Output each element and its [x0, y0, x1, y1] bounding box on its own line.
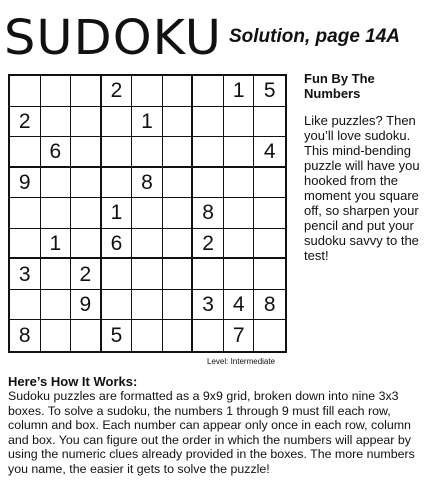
sudoku-empty-cell[interactable]	[102, 290, 133, 321]
sudoku-empty-cell[interactable]	[224, 168, 255, 199]
difficulty-level: Level: Intermediate	[207, 357, 276, 366]
sudoku-given-cell: 8	[132, 168, 163, 199]
sudoku-empty-cell[interactable]	[132, 290, 163, 321]
sudoku-empty-cell[interactable]	[163, 168, 194, 199]
sudoku-empty-cell[interactable]	[10, 290, 41, 321]
sudoku-empty-cell[interactable]	[254, 229, 285, 260]
sudoku-empty-cell[interactable]	[193, 320, 224, 351]
sudoku-empty-cell[interactable]	[163, 290, 194, 321]
sudoku-empty-cell[interactable]	[71, 168, 102, 199]
sudoku-empty-cell[interactable]	[163, 198, 194, 229]
sudoku-empty-cell[interactable]	[41, 290, 72, 321]
sudoku-empty-cell[interactable]	[132, 259, 163, 290]
sudoku-empty-cell[interactable]	[224, 107, 255, 138]
sudoku-given-cell: 7	[224, 320, 255, 351]
solution-reference: Solution, page 14A	[229, 26, 401, 47]
sudoku-empty-cell[interactable]	[102, 137, 133, 168]
sudoku-given-cell: 2	[193, 229, 224, 260]
sudoku-given-cell: 4	[254, 137, 285, 168]
sudoku-given-cell: 2	[10, 107, 41, 138]
sudoku-given-cell: 5	[254, 76, 285, 107]
sudoku-empty-cell[interactable]	[10, 76, 41, 107]
sudoku-empty-cell[interactable]	[193, 76, 224, 107]
sudoku-empty-cell[interactable]	[193, 168, 224, 199]
sudoku-empty-cell[interactable]	[71, 229, 102, 260]
sudoku-empty-cell[interactable]	[71, 320, 102, 351]
sudoku-empty-cell[interactable]	[132, 229, 163, 260]
sudoku-empty-cell[interactable]	[41, 320, 72, 351]
sudoku-empty-cell[interactable]	[163, 137, 194, 168]
sudoku-empty-cell[interactable]	[102, 168, 133, 199]
sudoku-given-cell: 2	[102, 76, 133, 107]
sudoku-given-cell: 9	[10, 168, 41, 199]
sudoku-given-cell: 4	[224, 290, 255, 321]
sudoku-empty-cell[interactable]	[163, 76, 194, 107]
sudoku-empty-cell[interactable]	[224, 137, 255, 168]
sudoku-given-cell: 3	[10, 259, 41, 290]
sudoku-empty-cell[interactable]	[71, 198, 102, 229]
sudoku-empty-cell[interactable]	[254, 168, 285, 199]
sudoku-empty-cell[interactable]	[41, 198, 72, 229]
how-it-works-body: Sudoku puzzles are formatted as a 9x9 grid, broken down into nine 3x3 boxes. To solve a sudoku, the numbers 1 through 9 must fill each row, column and box. Each number can appear only once in each row, column and box. You can figure out the order in which the numbers will appear by using the numeric clues already provided in the boxes. The more numbers you name, the easier it gets to solve the puzzle!	[8, 389, 415, 476]
sudoku-empty-cell[interactable]	[71, 76, 102, 107]
sudoku-empty-cell[interactable]	[254, 198, 285, 229]
sudoku-empty-cell[interactable]	[41, 76, 72, 107]
sudoku-empty-cell[interactable]	[163, 259, 194, 290]
sidebar-body: Like puzzles? Then you’ll love sudoku. This mind-bending puzzle will have you hooked from the moment you square off, so sharpen your pencil and put your sudoku savvy to the test!	[304, 113, 420, 263]
sudoku-given-cell: 8	[193, 198, 224, 229]
sudoku-empty-cell[interactable]	[41, 168, 72, 199]
sudoku-given-cell: 9	[71, 290, 102, 321]
sudoku-empty-cell[interactable]	[163, 320, 194, 351]
sudoku-empty-cell[interactable]	[254, 259, 285, 290]
sudoku-empty-cell[interactable]	[193, 137, 224, 168]
sudoku-given-cell: 1	[102, 198, 133, 229]
sudoku-empty-cell[interactable]	[71, 107, 102, 138]
sudoku-empty-cell[interactable]	[224, 259, 255, 290]
sudoku-empty-cell[interactable]	[163, 107, 194, 138]
sudoku-given-cell: 5	[102, 320, 133, 351]
sudoku-given-cell: 1	[224, 76, 255, 107]
sudoku-empty-cell[interactable]	[41, 259, 72, 290]
sudoku-empty-cell[interactable]	[71, 137, 102, 168]
sudoku-empty-cell[interactable]	[224, 198, 255, 229]
sudoku-given-cell: 8	[10, 320, 41, 351]
sudoku-empty-cell[interactable]	[163, 229, 194, 260]
sudoku-empty-cell[interactable]	[132, 76, 163, 107]
sudoku-empty-cell[interactable]	[132, 198, 163, 229]
sudoku-given-cell: 6	[41, 137, 72, 168]
sudoku-logo: SUDOKU	[4, 10, 223, 66]
sudoku-empty-cell[interactable]	[102, 259, 133, 290]
sudoku-empty-cell[interactable]	[10, 198, 41, 229]
sudoku-empty-cell[interactable]	[10, 137, 41, 168]
sudoku-empty-cell[interactable]	[132, 137, 163, 168]
sudoku-given-cell: 1	[41, 229, 72, 260]
sudoku-empty-cell[interactable]	[193, 259, 224, 290]
sudoku-empty-cell[interactable]	[224, 229, 255, 260]
sudoku-grid	[8, 74, 287, 353]
sudoku-given-cell: 3	[193, 290, 224, 321]
sudoku-empty-cell[interactable]	[132, 320, 163, 351]
sudoku-given-cell: 6	[102, 229, 133, 260]
sidebar-title: Fun By The Numbers	[304, 71, 375, 101]
sudoku-empty-cell[interactable]	[102, 107, 133, 138]
sudoku-empty-cell[interactable]	[254, 320, 285, 351]
sudoku-empty-cell[interactable]	[193, 107, 224, 138]
sudoku-given-cell: 1	[132, 107, 163, 138]
sudoku-empty-cell[interactable]	[10, 229, 41, 260]
how-it-works-title: Here’s How It Works:	[8, 374, 138, 389]
sudoku-empty-cell[interactable]	[254, 107, 285, 138]
sudoku-empty-cell[interactable]	[41, 107, 72, 138]
sudoku-given-cell: 8	[254, 290, 285, 321]
sudoku-given-cell: 2	[71, 259, 102, 290]
